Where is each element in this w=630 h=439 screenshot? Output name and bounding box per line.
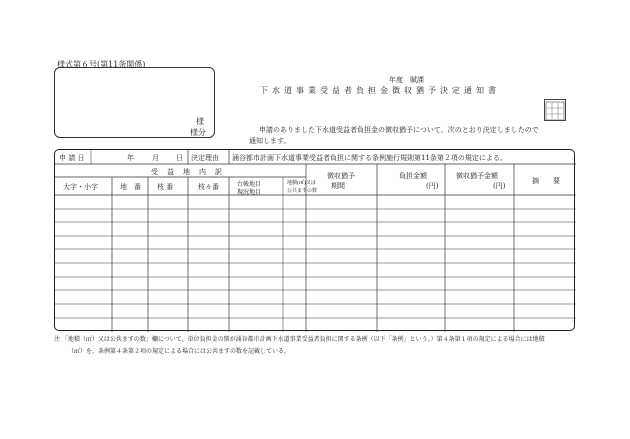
column-deferral-period-1: 徴収猶予: [327, 172, 355, 180]
column-ledger-landuse: 台帳地目: [237, 181, 262, 188]
date-month-char: 月: [152, 154, 159, 162]
footnote-line-2: （㎡）を、条例第４条第２項の規定による場合には公共ますの数を記載している。: [68, 348, 291, 355]
column-deferral-period-2: 期間: [331, 182, 345, 190]
intro-text-line-1: 申請のありました下水道受益者負担金の徴収猶予について、次のとおり決定しましたので: [259, 126, 539, 134]
decision-reason-text: 涌谷都市計画下水道事業受益者負担に関する条例施行規則第11条第２項の規定による。: [232, 154, 507, 162]
column-charge-amount-2: (円): [426, 182, 439, 190]
column-charge-amount-1: 負担金額: [399, 172, 427, 180]
column-chiban: 地 番: [120, 183, 141, 191]
official-seal-stamp: [544, 99, 566, 121]
column-remarks: 摘 要: [532, 177, 560, 185]
column-aza: 大字・小字: [63, 183, 98, 191]
column-area-line-1: 地積(㎡)又は: [287, 180, 316, 186]
form-number-label: 様式第６号(第11条関係): [57, 60, 146, 69]
recipient-honorific-share: 様分: [190, 128, 206, 137]
decision-reason-label: 決定理由: [191, 154, 219, 162]
document-title: 下水道事業受益者負担金徴収猶予決定通知書: [260, 86, 500, 95]
date-year-char: 年: [127, 154, 134, 162]
fiscal-year-line: 年度 賦課: [389, 76, 424, 84]
column-deferred-amount-2: (円): [493, 182, 506, 190]
beneficiary-table: [54, 149, 575, 331]
application-date-label: 申 請 日: [59, 154, 85, 162]
footnote-line-1: 注 「地積（㎡）又は公共ますの数」欄について、単位負担金の額が涌谷都市計画下水道事業受益者負担に関する条例（以下「条例」という。）第４条第１項の規定による場合には地積: [54, 336, 545, 343]
column-edaedaban: 枝々番: [198, 183, 219, 191]
column-area-line-2: 公共ますの数: [287, 188, 318, 194]
intro-text-line-2: 通知します。: [249, 137, 291, 145]
seal-icon: [545, 101, 565, 121]
date-day-char: 日: [176, 154, 183, 162]
column-deferred-amount-1: 徴収猶予金額: [456, 172, 498, 180]
recipient-honorific: 様: [196, 117, 204, 126]
column-actual-landuse: 現況地目: [237, 189, 262, 196]
column-edaban: 枝 番: [157, 183, 174, 191]
beneficiary-land-header: 受 益 地 内 訳: [151, 168, 223, 176]
